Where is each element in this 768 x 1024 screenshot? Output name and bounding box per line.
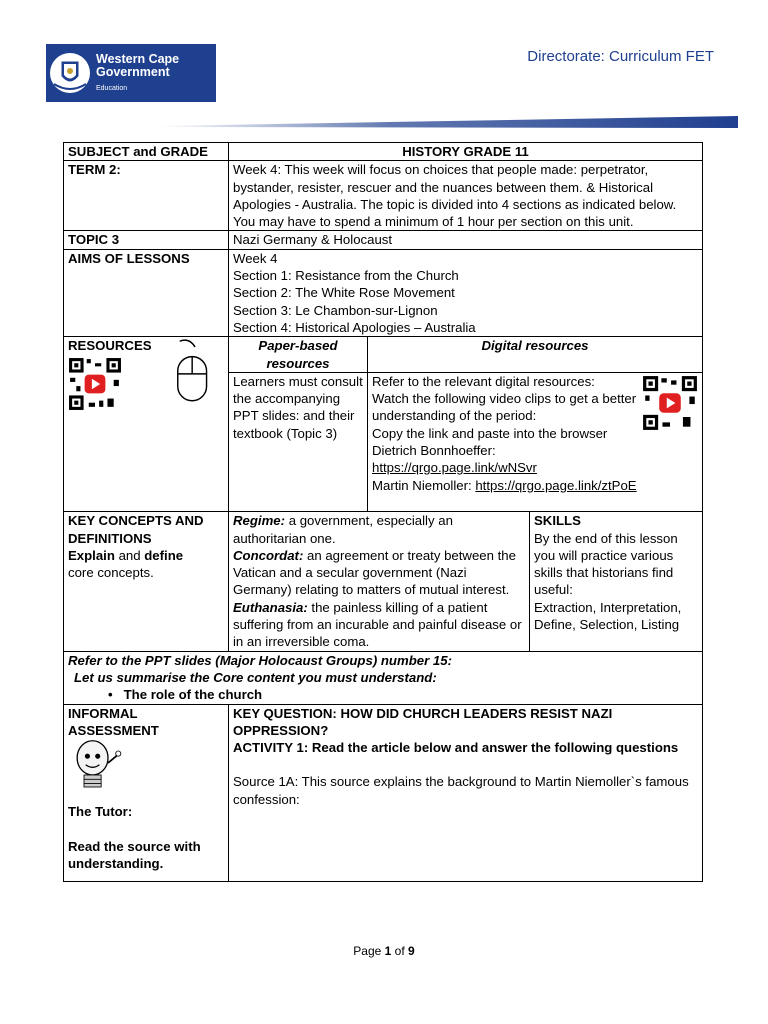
niemoller-label: Martin Niemoller:: [372, 477, 476, 493]
term-label: TERM 2:: [64, 161, 229, 231]
activity-instruction: ACTIVITY 1: Read the article below and answer the following questions: [233, 740, 679, 756]
bullet-text: The role of the church: [123, 687, 263, 703]
digital-line: Refer to the relevant digital resources:: [372, 373, 595, 389]
explain-word: Explain: [68, 547, 115, 563]
informal-label: INFORMAL ASSESSMENT: [68, 705, 159, 738]
aims-label: AIMS OF LESSONS: [64, 249, 229, 336]
aim-item: Week 4: [233, 250, 278, 266]
key-concepts-label: KEY CONCEPTS AND DEFINITIONS: [68, 513, 204, 546]
page-prefix: Page: [353, 944, 385, 958]
mouse-icon: [172, 337, 220, 405]
logo-line3: Education: [96, 85, 128, 93]
concordat-term: Concordat:: [233, 547, 304, 563]
definitions-cell: [229, 512, 530, 650]
digital-line: Copy the link and paste into the browser: [372, 425, 608, 441]
logo-line1: Western Cape: [96, 52, 180, 67]
summary-cell: [64, 651, 703, 704]
tutor-bulb-icon: [70, 739, 122, 799]
key-question: KEY QUESTION: HOW DID CHURCH LEADERS RESIST NAZI OPPRESSION?: [233, 705, 613, 738]
euthanasia-definition: the painless killing of a patient suffering from an incurable and painful disease or in an irreversible coma.: [233, 599, 522, 650]
coat-of-arms-icon: [48, 48, 92, 98]
aim-item: Section 2: The White Rose Movement: [233, 285, 455, 301]
regime-term: Regime:: [233, 513, 286, 529]
paper-resources-head: Paper-based resources: [229, 337, 368, 372]
qr-code-icon: [642, 375, 698, 431]
skills-text: By the end of this lesson you will practice various skills that historians find useful:: [534, 530, 678, 598]
refer-line: Refer to the PPT slides (Major Holocaust Groups) number 15:: [68, 652, 452, 668]
informal-assessment-cell: [64, 704, 229, 881]
niemoller-link[interactable]: https://qrgo.page.link/ztPoE: [475, 477, 637, 493]
regime-definition: a government, especially an authoritarian one.: [233, 513, 453, 546]
term-value: Week 4: This week will focus on choices that people made: perpetrator, bystander, resister, rescuer and the nuances between them. & Historical Apologies - Australia. The topic is divided into 4 sections as indicated below. You may have to spend a minimum of 1 hour per section on this unit.: [229, 161, 703, 231]
euthanasia-term: Euthanasia:: [233, 599, 308, 615]
resources-cell: [64, 337, 229, 512]
definitions-content: [229, 512, 703, 651]
aim-item: Section 1: Resistance from the Church: [233, 268, 459, 284]
subject-label: SUBJECT and GRADE: [64, 143, 229, 161]
paper-resources-text: Learners must consult the accompanying PPT slides: and their textbook (Topic 3): [229, 372, 368, 511]
page-number: [0, 944, 768, 958]
logo-line2: Government: [96, 65, 170, 80]
skills-cell: [530, 512, 703, 650]
definitions-inner-table: [229, 512, 702, 650]
bullet-icon: •: [108, 687, 124, 703]
resources-inner-table: [229, 337, 702, 511]
core-concepts-text: core concepts.: [68, 565, 154, 581]
summarise-line: Let us summarise the Core content you must understand:: [74, 669, 437, 685]
skills-head: SKILLS: [534, 513, 581, 529]
topic-label: TOPIC 3: [64, 231, 229, 249]
activity-cell: [229, 704, 703, 881]
define-word: define: [144, 547, 184, 563]
header-rule: [160, 116, 738, 128]
aim-item: Section 4: Historical Apologies – Australia: [233, 319, 476, 335]
topic-value: Nazi Germany & Holocaust: [229, 231, 703, 249]
concordat-definition: an agreement or treaty between the Vatican and a secular government (Nazi Germany) relating to matters of mutual interest.: [233, 547, 516, 598]
digital-line: Dietrich Bonnhoeffer:: [372, 443, 496, 459]
key-concepts-cell: [64, 512, 229, 651]
skills-list: Extraction, Interpretation, Define, Selection, Listing: [534, 599, 682, 633]
lesson-table: [63, 142, 703, 882]
directorate-title: Directorate: Curriculum FET: [527, 48, 714, 65]
qr-code-icon: [68, 357, 122, 411]
resources-label: RESOURCES: [68, 338, 152, 354]
aim-item: Section 3: Le Chambon-sur-Lignon: [233, 302, 438, 318]
subject-value: HISTORY GRADE 11: [229, 143, 703, 161]
page-total: 9: [408, 944, 415, 958]
resources-content: [229, 337, 703, 512]
wcg-logo: [46, 44, 216, 102]
aims-list: [229, 249, 703, 336]
tutor-label: The Tutor:: [68, 804, 133, 820]
page-of: of: [391, 944, 409, 958]
digital-resources-cell: [368, 372, 703, 511]
and-word: and: [114, 547, 145, 563]
read-source-text: Read the source with understanding.: [68, 838, 201, 872]
digital-line: Watch the following video clips to get a better understanding of the period:: [372, 391, 637, 424]
source-description: Source 1A: This source explains the background to Martin Niemoller`s famous confession:: [233, 774, 689, 807]
bonhoeffer-link[interactable]: https://qrgo.page.link/wNSvr: [372, 460, 537, 476]
page-current: 1: [384, 944, 392, 958]
digital-resources-head: Digital resources: [368, 337, 703, 372]
